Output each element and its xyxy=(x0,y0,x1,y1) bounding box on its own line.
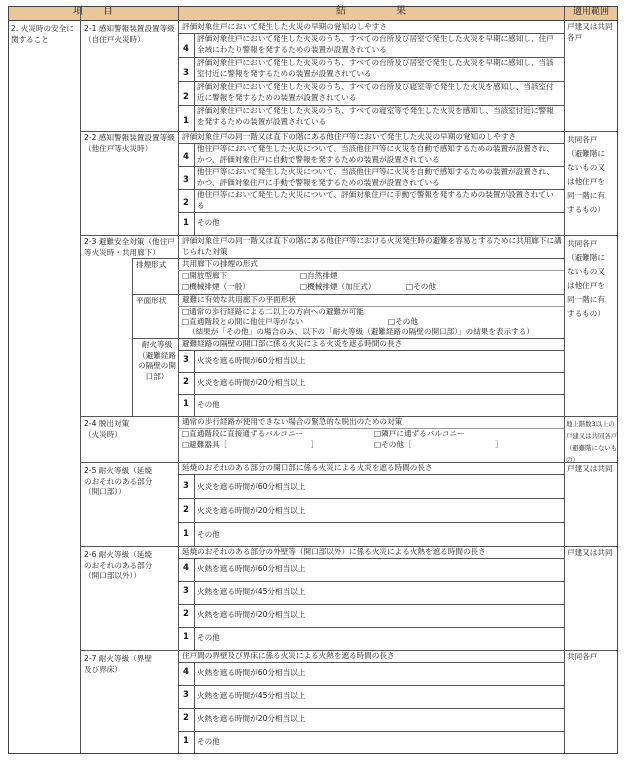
sec-2-1-level-text: 評価対象住戸において発生した火災のうち、すべての台所及び寝室等で発生した火災を感知し、当該室付近に警報を発するための装置が設置されている xyxy=(197,82,554,102)
plan-title: 避難に有効な共用廊下の平面形状 xyxy=(182,295,296,304)
sec-2-2-level-text: その他 xyxy=(197,218,220,227)
sec-2-7-scope: 共同各戸 xyxy=(567,652,598,661)
sec-2-4-label: 2-4 脱出対策（火災時） xyxy=(84,419,130,439)
sec-2-6-level-text: 火熱を遮る時間が20分相当以上 xyxy=(197,610,306,619)
sec-2-5-scope: 戸建又は共同 xyxy=(567,464,613,473)
smoke-title: 共用廊下の排煙の形式 xyxy=(182,259,258,268)
sec-2-1-level-text: 評価対象住戸において発生した火災のうち、すべての寝室等で発生した火災を感知し、当該室付近に警報を発するための装置が設置されている xyxy=(197,106,554,126)
sec-2-5-level-text: 火炎を遮る時間が60分相当以上 xyxy=(197,482,306,491)
sec-2-5-level-text: 火炎を遮る時間が20分相当以上 xyxy=(197,506,306,515)
plan-opt-two-way: □通常の歩行経路による二以上の方向への避難が可能 xyxy=(182,307,364,316)
plan-opt-direct: □直通階段との間に他住戸等がない xyxy=(182,317,304,326)
plan-note: （結果が「その他」の場合のみ、以下の「耐火等級（避難経路の隔壁の開口部）」の結果を表示する） xyxy=(188,327,534,336)
fire-level-text: 火炎を遮る時間が20分相当以上 xyxy=(197,378,306,387)
sec-2-1-level-num: 3 xyxy=(183,68,189,78)
header-result: 結 果 xyxy=(336,6,406,17)
category-label: 2. 火災時の安全に関すること xyxy=(11,24,74,44)
sec-2-2-scope: 共同各戸（避難階にないもの又は他住戸を同一階に有するもの） xyxy=(567,135,605,214)
sec-2-3-scope: 共同各戸（避難階にないもの又は他住戸を同一階に有するもの） xyxy=(567,239,605,318)
sec-2-6-level-num: 1 xyxy=(183,632,189,642)
sec-2-3-criterion: 評価対象住戸の同一階又は直下の階にある他住戸等における火災発生時の避難を容易とするために共用廊下に講じられた対策 xyxy=(182,236,562,256)
sec-2-7-level-text: 火熱を遮る時間が20分相当以上 xyxy=(197,714,306,723)
smoke-label: 排煙形式 xyxy=(136,260,167,269)
sec-2-4-opt-balcony-adjacent: □隣戸に通ずるバルコニー xyxy=(374,429,465,438)
sec-2-4-opt-balcony-direct: □直通階段に直接通ずるバルコニー xyxy=(182,429,304,438)
sec-2-2-level-num: 3 xyxy=(183,175,189,185)
fire-title: 避難経路の隔壁の開口部に係る火災による火炎を遮る時間の長さ xyxy=(182,339,403,348)
sec-2-2-level-text: 他住戸等において発生した火災について、当該他住戸等に火災を自動で感知するための装置が設置され、かつ、評価対象住戸に手動で警報を発するための装置が設置されている xyxy=(197,167,555,187)
table-border xyxy=(8,6,618,754)
sec-2-1-level-text: 評価対象住戸において発生した火災のうち、すべての台所及び居室で発生した火災を早期に感知し、住戸全域にわたり警報を発するための装置が設置されている xyxy=(197,34,554,54)
sec-2-3-label: 2-3 避難安全対策（他住戸等火災時・共用廊下） xyxy=(84,237,175,257)
sec-2-2-criterion: 評価対象住戸の同一階又は直下の階にある他住戸等において発生した火災の早期の覚知のしやすさ xyxy=(182,132,517,141)
fire-level-num: 3 xyxy=(183,355,189,365)
sec-2-5-level-text: その他 xyxy=(197,530,220,539)
sec-2-5-criterion: 延焼のおそれのある部分の開口部に係る火災による火炎を遮る時間の長さ xyxy=(182,463,433,472)
sec-2-6-label: 2-6 耐火等級（延焼のおそれのある部分（開口部以外）） xyxy=(84,550,153,580)
sec-2-4-scope: 地上階数3以上の戸建又は共同各戸（避難階にないもの） xyxy=(566,420,618,464)
sec-2-4-criterion: 通常の歩行経路が使用できない場合の緊急的な脱出のための対策 xyxy=(182,417,403,426)
sec-2-6-criterion: 延焼のおそれのある部分の外壁等（開口部以外）に係る火災による火熱を遮る時間の長さ xyxy=(182,547,486,556)
sec-2-2-level-text: 他住戸等において発生した火災について、当該他住戸等に火災を自動で感知するための装置が設置され、かつ、評価対象住戸に自動で警報を発するための装置が設置されている xyxy=(197,144,555,164)
evaluation-table xyxy=(8,6,618,756)
header-scope: 適用範囲 xyxy=(572,7,609,17)
fire-label: 耐火等級（避難経路の隔壁の開口部） xyxy=(138,340,176,381)
sec-2-6-scope: 戸建又は共同 xyxy=(567,548,613,557)
sec-2-7-level-num: 1 xyxy=(183,736,189,746)
sec-2-7-level-num: 3 xyxy=(183,690,189,700)
fire-level-text: 火炎を遮る時間が60分相当以上 xyxy=(197,356,306,365)
sec-2-5-level-num: 3 xyxy=(183,481,189,491)
sec-2-1-scope: 戸建又は共同各戸 xyxy=(567,22,613,42)
sec-2-2-label: 2-2 感知警報装置設置等級（他住戸等火災時） xyxy=(84,133,175,153)
sec-2-6-level-text: 火熱を遮る時間が45分相当以上 xyxy=(197,587,306,596)
sec-2-5-level-num: 1 xyxy=(183,529,189,539)
sec-2-7-level-num: 4 xyxy=(183,667,189,677)
sec-2-1-criterion: 評価対象住戸において発生した火災の早期の覚知のしやすさ xyxy=(182,22,388,31)
fire-level-text: その他 xyxy=(197,400,220,409)
plan-label: 平面形状 xyxy=(136,296,167,305)
sec-2-1-level-num: 2 xyxy=(183,92,189,102)
sec-2-7-level-text: その他 xyxy=(197,737,220,746)
sec-2-1-level-num: 1 xyxy=(183,116,189,126)
smoke-opt-mech: □機械排煙（一般） xyxy=(182,282,250,291)
sec-2-1-level-num: 4 xyxy=(183,44,189,54)
sec-2-6-level-text: 火熱を遮る時間が60分相当以上 xyxy=(197,564,306,573)
sec-2-7-level-text: 火熱を遮る時間が60分相当以上 xyxy=(197,668,306,677)
fire-level-num: 2 xyxy=(183,377,189,387)
sec-2-2-level-num: 1 xyxy=(183,218,189,228)
smoke-opt-open: □開放型廊下 xyxy=(182,271,228,280)
sec-2-2-level-num: 4 xyxy=(183,152,189,162)
sec-2-6-level-num: 2 xyxy=(183,609,189,619)
sec-2-2-level-text: 他住戸等において発生した火災について、評価対象住戸に手動で警報を発するための装置が設置されている xyxy=(197,190,554,210)
sec-2-6-level-text: その他 xyxy=(197,633,220,642)
sec-2-1-label: 2-1 感知警報装置設置等級（自住戸火災時） xyxy=(84,24,175,44)
sec-2-5-level-num: 2 xyxy=(183,505,189,515)
smoke-opt-natural: □自然排煙 xyxy=(300,271,338,280)
fire-level-num: 1 xyxy=(183,399,189,409)
sec-2-5-label: 2-5 耐火等級（延焼のおそれのある部分（開口部）） xyxy=(84,466,153,496)
sec-2-7-label: 2-7 耐火等級（界壁及び界床） xyxy=(84,654,152,674)
plan-opt-other: □その他 xyxy=(388,317,418,326)
sec-2-4-opt-equipment: □避難器具［ ］ xyxy=(182,440,319,449)
sec-2-7-criterion: 住戸間の界壁及び界床に係る火災による火熱を遮る時間の長さ xyxy=(182,651,395,660)
sec-2-6-level-num: 3 xyxy=(183,586,189,596)
header-item: 項 目 xyxy=(73,6,113,17)
sec-2-2-level-num: 2 xyxy=(183,198,189,208)
smoke-opt-other: □その他 xyxy=(406,282,436,291)
sec-2-7-level-text: 火熱を遮る時間が45分相当以上 xyxy=(197,691,306,700)
sec-2-4-opt-other: □その他［ ］ xyxy=(374,440,503,449)
sec-2-7-level-num: 2 xyxy=(183,713,189,723)
sec-2-6-level-num: 4 xyxy=(183,563,189,573)
sec-2-1-level-text: 評価対象住戸において発生した火災のうち、すべての台所及び居室で発生した火災を早期に感知し、当該室付近に警報を発するための装置が設置されている xyxy=(197,58,554,78)
smoke-opt-mech-press: □機械排煙（加圧式） xyxy=(300,282,376,291)
